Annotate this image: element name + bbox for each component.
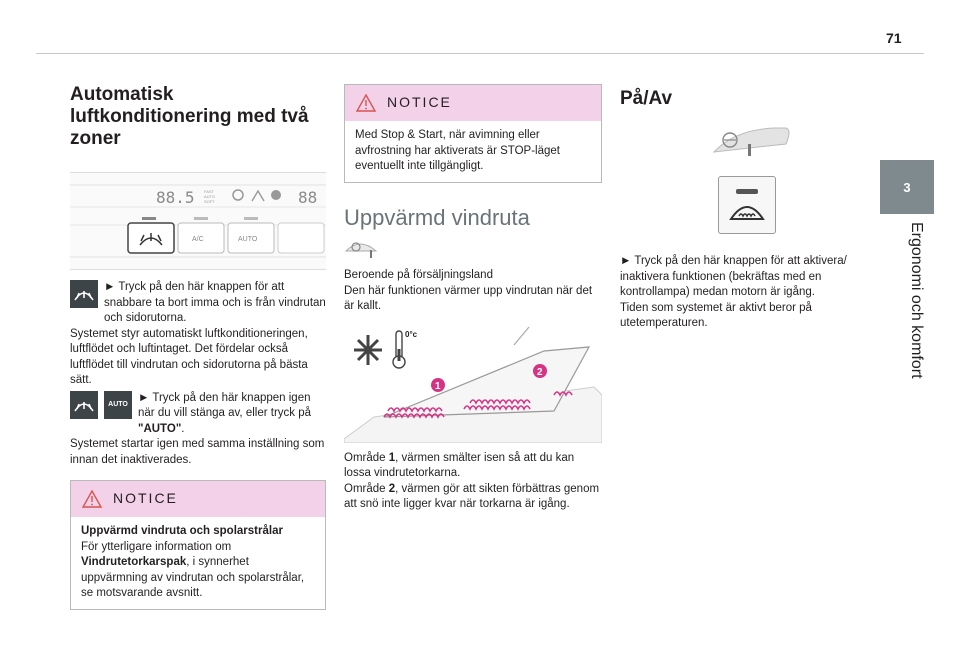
notice-header — [345, 85, 601, 121]
section-title — [70, 84, 326, 150]
auto-term: "AUTO" — [138, 422, 182, 435]
text-fragment: . — [181, 422, 185, 435]
notice-heading: NOTICE — [113, 490, 178, 507]
title-line: Automatisk — [70, 84, 174, 105]
text-fragment: , värmen gör att sikten förbättras genom att snö inte ligger kvar när torkarna är igång. — [344, 482, 600, 510]
soft-label: SOFT — [204, 199, 215, 204]
zone-1-label: 1 — [435, 380, 441, 392]
cross-reference[interactable]: Vindrutetorkarspak — [81, 556, 187, 568]
notice-header — [71, 481, 325, 517]
instruction-text — [138, 391, 326, 438]
heated-windscreen-button[interactable] — [718, 176, 776, 234]
section-title: Uppvärmd vindruta — [344, 204, 530, 230]
zone-number: 2 — [388, 482, 396, 495]
temp-display-right: 88 — [298, 188, 318, 207]
availability-text: Beroende på försäljningsland — [344, 269, 493, 281]
windscreen-illustration — [344, 325, 602, 443]
title-line: luftkonditionering med två — [70, 106, 309, 127]
column-1 — [70, 84, 326, 610]
title-line: zoner — [70, 128, 121, 149]
notice-box — [344, 84, 602, 183]
description-text: Systemet startar igen med samma inställning som innan det inaktiverades. — [70, 438, 325, 466]
text-fragment: , värmen smälter isen så att du kan lossa vindrutetorkarna. — [344, 451, 575, 479]
notice-body — [71, 517, 325, 609]
climate-panel-svg — [70, 173, 326, 269]
notice-heading: NOTICE — [387, 94, 452, 111]
text-fragment: Område — [344, 451, 389, 464]
temperature-label: 0°c — [405, 329, 418, 339]
zone-2-text — [344, 482, 602, 513]
text-fragment: Område — [344, 482, 389, 495]
notice-text: Med Stop & Start, när avimning eller avfrostning har aktiverats är STOP-läget eventuellt inte tillgängligt. — [355, 129, 560, 172]
section-title: På/Av — [620, 88, 673, 109]
top-rule — [36, 53, 924, 54]
description-text: Den här funktionen värmer upp vindrutan när det är kallt. — [344, 284, 593, 312]
warning-icon — [81, 489, 103, 509]
chapter-title: Ergonomi och komfort — [908, 222, 925, 379]
auto-small-label: AUTO — [204, 194, 216, 199]
heated-windscreen-icon — [344, 237, 378, 259]
auto-icon: AUTO — [104, 391, 132, 419]
instruction-1 — [70, 280, 326, 327]
description-text: Systemet styr automatiskt luftkonditioneringen, luftflödet och luftintaget. Det fördelar också luftflödet till vindrutan och sidorutorna på bästa sätt. — [70, 327, 308, 386]
max-defrost-icon — [70, 391, 98, 419]
page-number: 71 — [886, 30, 902, 46]
notice-text — [81, 540, 315, 602]
windscreen-heat-icon — [725, 183, 769, 227]
instruction-text: ► Tryck på den här knappen för att aktivera/ inaktivera funktionen (bekräftas med en kontrollampa) medan motorn är igång. — [620, 255, 847, 298]
instruction-2 — [70, 391, 326, 438]
chapter-tab[interactable]: 3 — [880, 160, 934, 214]
notice-title: Uppvärmd vindruta och spolarstrålar — [81, 525, 283, 537]
zone-2-label: 2 — [537, 366, 543, 378]
fast-label: FAST — [204, 189, 215, 194]
text-fragment: , i synnerhet uppvärmning av vindrutan och spolarstrålar, se motsvarande avsnitt. — [81, 556, 305, 599]
snowflake-icon — [354, 335, 382, 365]
zone-1-text — [344, 451, 602, 482]
heated-windscreen-header-icon — [620, 122, 865, 162]
temp-display-left: 88.5 — [156, 188, 195, 207]
zone-number: 1 — [388, 451, 396, 464]
notice-box — [70, 480, 326, 610]
fan-icon — [271, 190, 281, 200]
column-2 — [344, 84, 602, 513]
text-fragment: ► Tryck på den här knappen igen när du vill stänga av, eller tryck på — [138, 391, 312, 419]
instruction-text: ► Tryck på den här knappen för att snabbare ta bort imma och is från vindrutan och sidorutorna. — [104, 281, 326, 324]
warning-icon — [355, 93, 377, 113]
auto-label: AUTO — [238, 236, 258, 243]
notice-body — [345, 121, 601, 182]
thermometer-icon — [393, 331, 405, 368]
max-defrost-icon — [70, 280, 98, 308]
description-text: Tiden som systemet är aktivt beror på utetemperaturen. — [620, 301, 812, 329]
column-3 — [620, 84, 865, 332]
text-fragment: För ytterligare information om — [81, 540, 232, 553]
climate-panel-illustration — [70, 172, 326, 270]
ac-label: A/C — [192, 236, 204, 243]
